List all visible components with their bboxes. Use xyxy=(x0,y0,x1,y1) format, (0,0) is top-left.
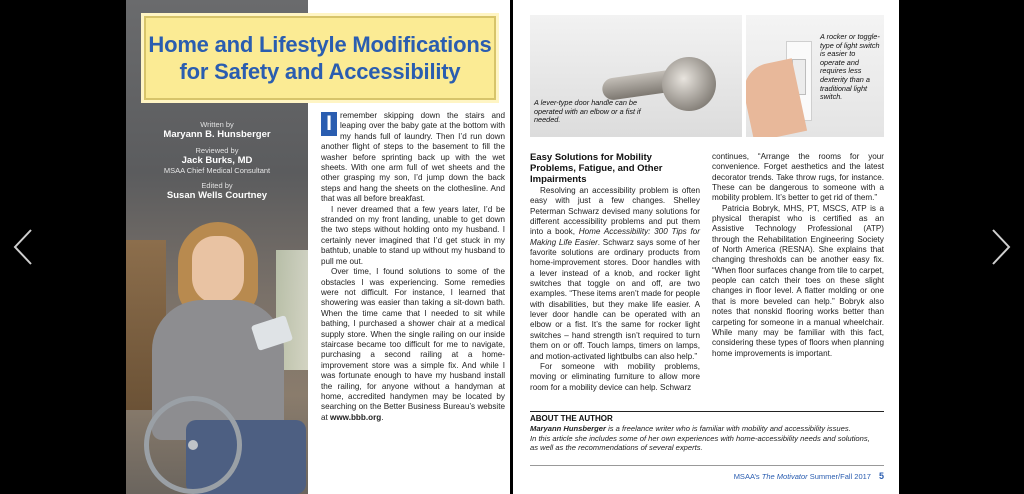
drop-cap: I xyxy=(321,112,337,136)
edited-by-label: Edited by xyxy=(201,181,233,190)
about-the-author xyxy=(530,411,884,453)
page-number: 5 xyxy=(878,471,884,481)
magazine-name: The Motivator xyxy=(761,472,808,481)
chevron-left-icon xyxy=(12,228,34,266)
article-title-line-1: Home and Lifestyle Modifications xyxy=(148,32,492,57)
reviewer-name: Jack Burks, MD xyxy=(181,155,253,166)
about-author-text: Maryann Hunsberger is a freelance writer who is familiar with mobility and accessibility issues. In this article she includes some of her own experiences with home-accessibility needs and solutions, as well as the recommendations of several experts. xyxy=(530,424,870,453)
right-body-column-a xyxy=(530,152,700,393)
reviewed-by-label: Reviewed by xyxy=(195,146,239,155)
book-title: Home Accessibility: 300 Tips for Making Life Easier xyxy=(530,227,700,247)
light-switch-caption: A rocker or toggle-type of light switch is easier to operate and requires less dexterity than a traditional light switch. xyxy=(820,32,880,102)
paragraph: continues, “Arrange the rooms for your convenience. Forget aesthetics and the latest decorator trends. Take throw rugs, for instance. These can be dangerous to someone with a mobility problem. It’s better to get rid of them.” xyxy=(712,152,884,203)
section-heading: Easy Solutions for Mobility Problems, Fatigue, and Other Impairments xyxy=(530,152,663,185)
article-title-line-2: for Safety and Accessibility xyxy=(179,59,461,84)
left-body-column xyxy=(321,111,505,423)
door-handle-photo xyxy=(530,15,742,137)
paragraph: I never dreamed that a few years later, I’d be stranded on my front landing, unable to get down the two steps without holding onto my husband. I certainly never imagined that I’d get stuck in my bathtub, unable to stand up without my husband to pull me out. xyxy=(321,204,505,266)
article-credits xyxy=(126,114,308,201)
article-title-box xyxy=(144,16,496,100)
light-switch-photo xyxy=(746,15,884,137)
next-page-button[interactable] xyxy=(990,228,1012,266)
paragraph: Patricia Bobryk, MHS, PT, MSCS, ATP is a physical therapist who is certified as an Assistive Technology Professional (ATP) through the Rehabilitation Engineering Society of North America (RESNA). She explains that changing thresholds can be another easy fix. “When floor surfaces change from tile to carpet, people can catch their toes on these slight changes in floor level. A flatter molding or one that is more beveled can help.” Bobryk also notes that nonskid flooring works better than carpeting for someone in a manual wheelchair. While many may be familiar with this fact, considering these types of floors when planning home improvements is important. xyxy=(712,203,884,358)
written-by-label: Written by xyxy=(200,120,234,129)
author-name: Maryann B. Hunsberger xyxy=(163,129,271,140)
page-footer: MSAA’s The Motivator Summer/Fall 2017 5 xyxy=(530,465,884,481)
previous-page-button[interactable] xyxy=(12,228,34,266)
editor-name: Susan Wells Courtney xyxy=(166,190,268,201)
reviewer-title: MSAA Chief Medical Consultant xyxy=(163,166,271,175)
door-handle-caption: A lever-type door handle can be operated with an elbow or a fist if needed. xyxy=(534,98,641,125)
paragraph: Over time, I found solutions to some of the obstacles I was experiencing. Some remedies were not difficult. For instance, I learned that showering was easier than taking a sit-down bath. When the time came that I needed to sit while bathing, I purchased a shower chair at a medical supply store. When the single railing on our inside staircase became too difficult for me to navigate, purchasing a second railing at a home-improvement store was a simple fix. And while I was fortunate enough to have my husband install the railing, for anyone without a handyman at home, accredited handymen may be located by searching on the Better Business Bureau’s website at www.bbb.org. xyxy=(321,267,505,422)
paragraph: Resolving an accessibility problem is often easy with just a few changes. Shelley Peterman Schwarz devised many solutions for different accessibility problems and put them into a book, Home Accessibility: 300 Tips for Making Life Easier. Schwarz says some of her favorite solutions are ordinary products from home-improvement stores. Door handles with a lever instead of a knob, and rocker light switches that toggle on and off, are two examples. “These items aren’t made for people with disabilities, but they make life easier. A lever door handle can be operated with an elbow or a fist. It’s the same for rocker light switches – hand strength isn’t required to turn them on or off. Touch lamps, timers on lamps, and motion-activated lightbulbs can also help.” xyxy=(530,186,700,361)
about-author-heading: ABOUT THE AUTHOR xyxy=(530,414,613,423)
left-page xyxy=(126,0,510,494)
paragraph: For someone with mobility problems, moving or eliminating furniture to allow more room for a mobility device can help. Schwarz xyxy=(530,361,700,392)
chevron-right-icon xyxy=(990,228,1012,266)
right-page xyxy=(513,0,899,494)
bbb-link[interactable]: www.bbb.org xyxy=(330,412,382,422)
paragraph: I remember skipping down the stairs and leaping over the baby gate at the bottom with my hands full of laundry. Then I’d run down another flight of steps to the basement to fill the washer before sprinting back up with the wet sheets. With one arm full of wet sheets and the other grasping my son, I’d jump down the back steps and hang the sheets on the clothesline. And that was all before breakfast. xyxy=(321,111,505,204)
right-body-column-b xyxy=(712,152,884,359)
